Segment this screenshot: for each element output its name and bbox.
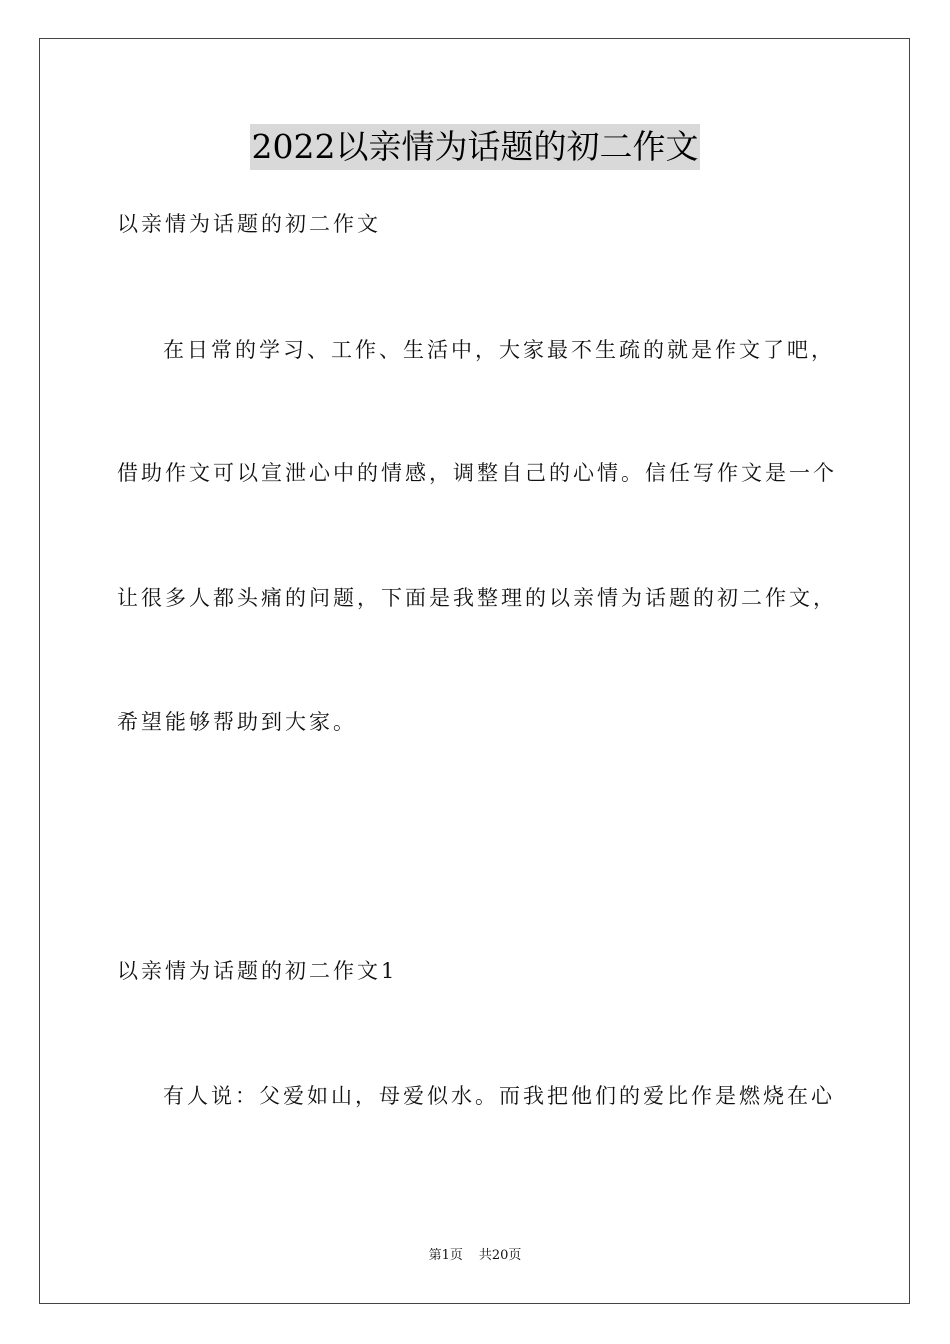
section-first-line: 有人说：父爱如山，母爱似水。而我把他们的爱比作是燃烧在心	[163, 1084, 835, 1108]
intro-line-3: 让很多人都头痛的问题，下面是我整理的以亲情为话题的初二作文，	[117, 586, 837, 610]
intro-line-1: 在日常的学习、工作、生活中，大家最不生疏的就是作文了吧，	[163, 338, 835, 362]
page-number: 第1页	[428, 1248, 463, 1263]
page-footer	[0, 1247, 950, 1265]
document-subtitle: 以亲情为话题的初二作文	[117, 212, 381, 236]
page-total: 共20页	[478, 1248, 522, 1263]
section-heading: 以亲情为话题的初二作文1	[117, 959, 398, 983]
document-title: 2022以亲情为话题的初二作文	[250, 124, 701, 170]
intro-line-4: 希望能够帮助到大家。	[117, 710, 357, 734]
intro-line-2: 借助作文可以宣泄心中的情感，调整自己的心情。信任写作文是一个	[117, 461, 837, 485]
title-container	[0, 124, 950, 170]
